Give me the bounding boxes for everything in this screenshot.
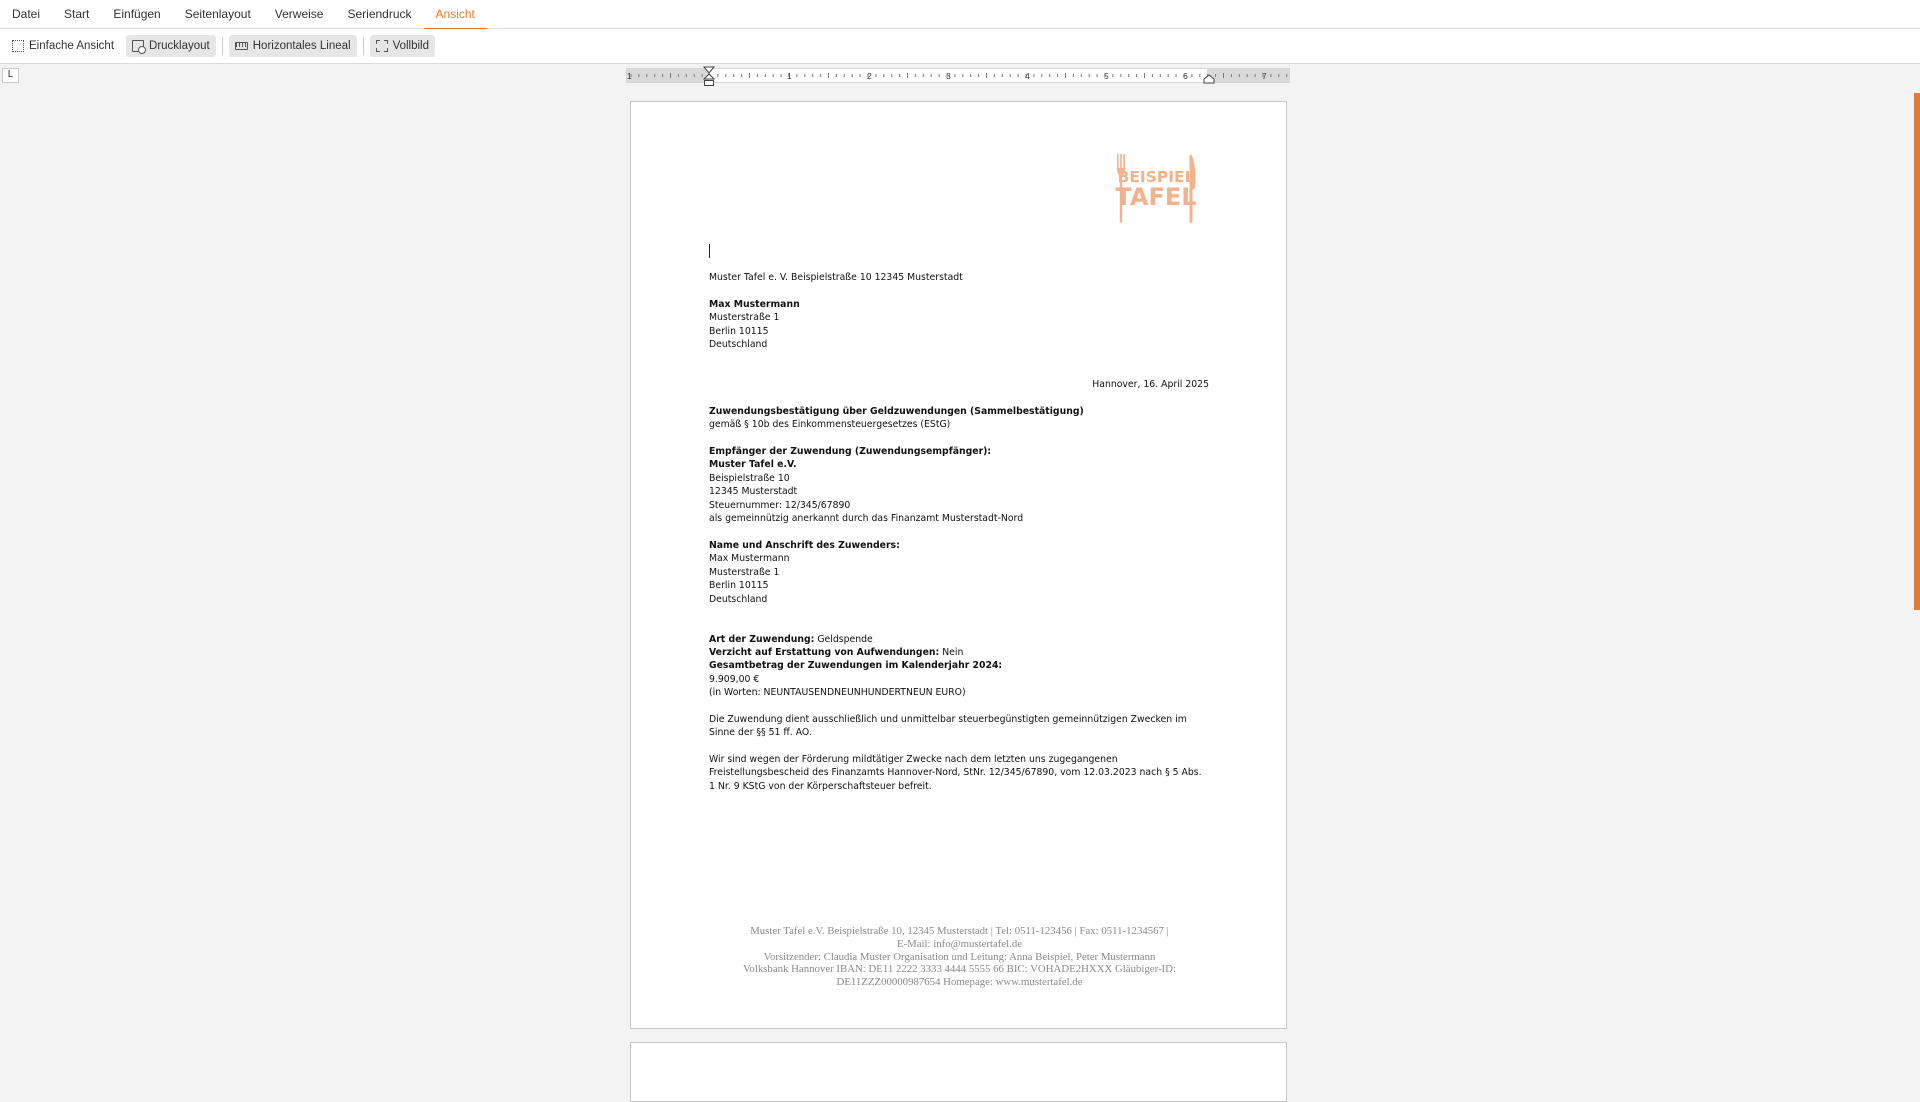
total-amount-words: (in Worten: NEUNTAUSENDNEUNHUNDERTNEUN EURO) [709,687,966,698]
toolbar-divider [222,37,223,55]
total-amount-label: Gesamtbetrag der Zuwendungen im Kalenderjahr 2024: [709,660,1003,671]
tab-stop-selector[interactable]: L [2,68,19,83]
expense-waiver-value: Nein [939,647,964,658]
toolbar-divider [363,37,364,55]
letter-date: Hannover, 16. April 2025 [1092,379,1209,390]
receiver-tax-number: Steuernummer: 12/345/67890 [709,500,851,511]
fullscreen-icon [376,40,388,52]
simple-view-button[interactable] [6,35,120,57]
tab-seriendruck[interactable]: Seriendruck [347,7,412,21]
letter-subject-sub: gemäß § 10b des Einkommensteuergesetzes (EStG) [709,419,951,430]
total-amount-value: 9.909,00 € [709,674,760,685]
sender-line: Muster Tafel e. V. Beispielstraße 10 12345 Musterstadt [709,272,963,283]
beispiel-tafel-logo [1111,152,1201,232]
ruler-number: 7 [1262,71,1267,81]
print-layout-button[interactable] [126,35,216,57]
ruler-icon [235,42,248,50]
tab-start[interactable]: Start [64,7,90,21]
recipient-street: Musterstraße 1 [709,312,780,323]
simple-view-label: Einfache Ansicht [29,40,115,52]
tab-datei[interactable]: Datei [12,7,41,21]
document-page[interactable] [630,101,1287,1029]
ruler-number: 3 [946,71,951,81]
print-layout-icon [132,40,144,52]
vertical-scrollbar[interactable] [1914,93,1920,610]
expense-waiver [709,646,963,659]
donor-street: Musterstraße 1 [709,567,780,578]
purpose-paragraph: Die Zuwendung dient ausschließlich und unmittelbar steuerbegünstigten gemeinnützigen Zwecken im Sinne der §§ 51 ff. AO. [709,714,1187,739]
footer-line: DE11ZZZ00000987654 Homepage: www.mustertafel.de [836,976,1083,989]
tab-ansicht[interactable]: Ansicht [424,0,487,29]
recipient-country: Deutschland [709,339,768,350]
recipient-city: Berlin 10115 [709,326,769,337]
donor-name: Max Mustermann [709,553,790,564]
horizontal-ruler[interactable] [626,68,1290,83]
donation-type-label: Art der Zuwendung: [709,634,815,645]
ruler-number: 6 [1183,71,1188,81]
ruler-number: 1 [627,71,632,81]
logo-text-line2: TAFEL [1115,183,1197,211]
menu-bar [0,0,1920,29]
receiver-recognition: als gemeinnützig anerkannt durch das Finanzamt Musterstadt-Nord [709,513,1024,524]
horizontal-ruler-label: Horizontales Lineal [252,40,351,52]
donor-country: Deutschland [709,594,768,605]
text-cursor [709,244,710,258]
footer-line: Volksbank Hannover IBAN: DE11 2222 3333 4444 5555 66 BIC: VOHADE2HXXX Gläubiger-ID: [743,963,1176,976]
right-indent-marker[interactable] [1203,74,1215,84]
letter-footer [631,925,1288,989]
receiver-city: 12345 Musterstadt [709,486,798,497]
tab-verweise[interactable]: Verweise [274,7,324,21]
horizontal-ruler-button[interactable] [229,35,357,57]
donor-heading: Name und Anschrift des Zuwenders: [709,540,900,551]
logo-text-line1: BEISPIEL [1117,168,1195,186]
simple-view-icon [12,40,24,52]
view-toolbar [0,29,1920,64]
exemption-paragraph: Wir sind wegen der Förderung mildtätiger Zwecke nach dem letzten uns zugegangenen Freistellungsbescheid des Finanzamts Hannover-Nord, StNr. 12/345/67890, vom 12.03.2023 nach § 5 Abs. 1 Nr. 9 KStG von der Körperschaftsteuer befreit. [709,754,1202,792]
recipient-name: Max Mustermann [709,299,800,310]
tab-seitenlayout[interactable]: Seitenlayout [184,7,251,21]
footer-line: Muster Tafel e.V. Beispielstraße 10, 12345 Musterstadt | Tel: 0511-123456 | Fax: 0511-1234567 | [750,925,1169,937]
ruler-number: 2 [867,71,872,81]
receiver-heading: Empfänger der Zuwendung (Zuwendungsempfänger): [709,446,992,457]
donation-type-value: Geldspende [814,634,873,645]
ruler-scale [627,69,1289,82]
footer-line: Vorsitzender: Claudia Muster Organisation und Leitung: Anna Beispiel, Peter Mustermann [763,950,1156,963]
receiver-street: Beispielstraße 10 [709,473,790,484]
footer-line: E-Mail: info@mustertafel.de [896,937,1023,950]
ruler-number: 5 [1104,71,1109,81]
donation-type [709,633,873,646]
donor-city: Berlin 10115 [709,580,769,591]
first-line-indent-marker[interactable] [703,66,715,88]
print-layout-label: Drucklayout [149,40,210,52]
ruler-number: 1 [787,71,792,81]
expense-waiver-label: Verzicht auf Erstattung von Aufwendungen: [709,647,940,658]
document-page-2[interactable] [630,1042,1287,1102]
ruler-number: 4 [1025,71,1030,81]
receiver-name: Muster Tafel e.V. [709,459,797,470]
letter-subject: Zuwendungsbestätigung über Geldzuwendungen (Sammelbestätigung) [709,406,1084,417]
fullscreen-button[interactable] [370,35,435,57]
tab-einfuegen[interactable]: Einfügen [113,7,161,21]
fullscreen-label: Vollbild [392,40,430,52]
